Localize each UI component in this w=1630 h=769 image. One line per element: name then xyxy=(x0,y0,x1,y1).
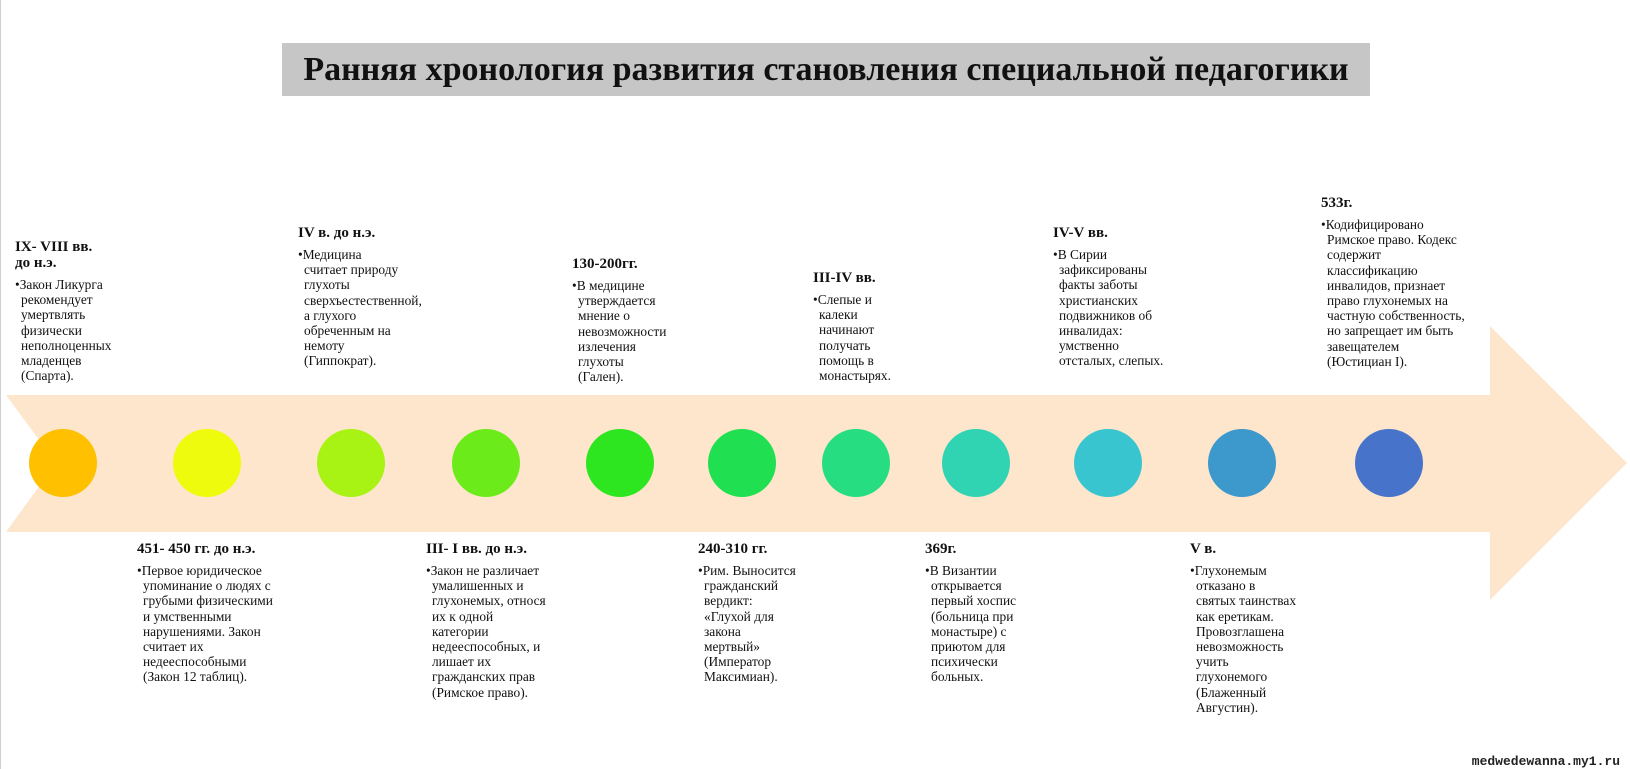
watermark: medwedewanna.my1.ru xyxy=(1471,754,1620,769)
event-description: •В Сирии зафиксированы факты заботы христианских подвижников об инвалидах: умственно отсталых, слепых. xyxy=(1053,247,1164,369)
timeline-dot xyxy=(822,429,890,497)
event-description: •Рим. Выносится гражданский вердикт: «Глухой для закона мертвый» (Император Максимиан). xyxy=(698,563,796,685)
event-date: IV в. до н.э. xyxy=(298,225,376,241)
timeline-event xyxy=(426,541,553,700)
page-title: Ранняя хронология развития становления специальной педагогики xyxy=(282,43,1370,96)
event-date: 130-200гг. xyxy=(572,256,638,272)
event-description: •Закон не различает умалишенных и глухонемых, относя их к одной категории недееспособных, и лишает их гражданских прав (Римское право). xyxy=(426,563,546,700)
timeline-event xyxy=(137,541,282,685)
timeline-dot xyxy=(708,429,776,497)
timeline-event xyxy=(1190,541,1296,715)
event-description: •В Византии открывается первый хоспис (больница при монастыре) с приютом для психически больных. xyxy=(925,563,1017,685)
event-description: •В медицине утверждается мнение о невозможности излечения глухоты (Гален). xyxy=(572,278,667,385)
timeline-dot xyxy=(29,429,97,497)
event-description: •Кодифицировано Римское право. Кодекс содержит классификацию инвалидов, признает право глухонемых на частную собственность, но запрещает им быть завещателем (Юстициан I). xyxy=(1321,217,1465,369)
event-date: 369г. xyxy=(925,541,957,557)
event-description: •Слепые и калеки начинают получать помощь в монастырях. xyxy=(813,292,891,384)
timeline-dot xyxy=(1074,429,1142,497)
event-date: III- I вв. до н.э. xyxy=(426,541,528,557)
event-description: •Первое юридическое упоминание о людях с грубыми физическими и умственными нарушениями. Закон считает их недееспособными (Закон 12 таблиц). xyxy=(137,563,273,685)
timeline-event xyxy=(298,225,422,369)
timeline-event xyxy=(925,541,1033,685)
timeline-dot xyxy=(173,429,241,497)
event-date: V в. xyxy=(1190,541,1217,557)
timeline-dot xyxy=(452,429,520,497)
timeline-dot xyxy=(586,429,654,497)
event-description: •Глухонемым отказано в святых таинствах как еретикам. Провозглашена невозможность учить глухонемого (Блаженный Августин). xyxy=(1190,563,1297,715)
timeline-event xyxy=(1321,195,1466,369)
event-description: •Закон Ликурга рекомендует умертвлять физически неполноценных младенцев (Спарта). xyxy=(15,277,112,384)
event-date: IX- VIII вв. до н.э. xyxy=(15,239,93,271)
event-date: 451- 450 гг. до н.э. xyxy=(137,541,256,557)
timeline-dot xyxy=(942,429,1010,497)
timeline-event xyxy=(813,270,911,383)
event-date: 240-310 гг. xyxy=(698,541,768,557)
timeline-event xyxy=(572,256,672,384)
timeline-dot xyxy=(1208,429,1276,497)
timeline-event xyxy=(15,239,120,383)
event-description: •Медицина считает природу глухоты сверхъестественной, а глухого обреченным на немоту (Гиппократ). xyxy=(298,247,422,369)
timeline-dot xyxy=(317,429,385,497)
timeline-dot xyxy=(1355,429,1423,497)
event-date: 533г. xyxy=(1321,195,1353,211)
timeline-event xyxy=(698,541,796,685)
timeline-event xyxy=(1053,225,1173,369)
event-date: IV-V вв. xyxy=(1053,225,1108,241)
event-date: III-IV вв. xyxy=(813,270,876,286)
